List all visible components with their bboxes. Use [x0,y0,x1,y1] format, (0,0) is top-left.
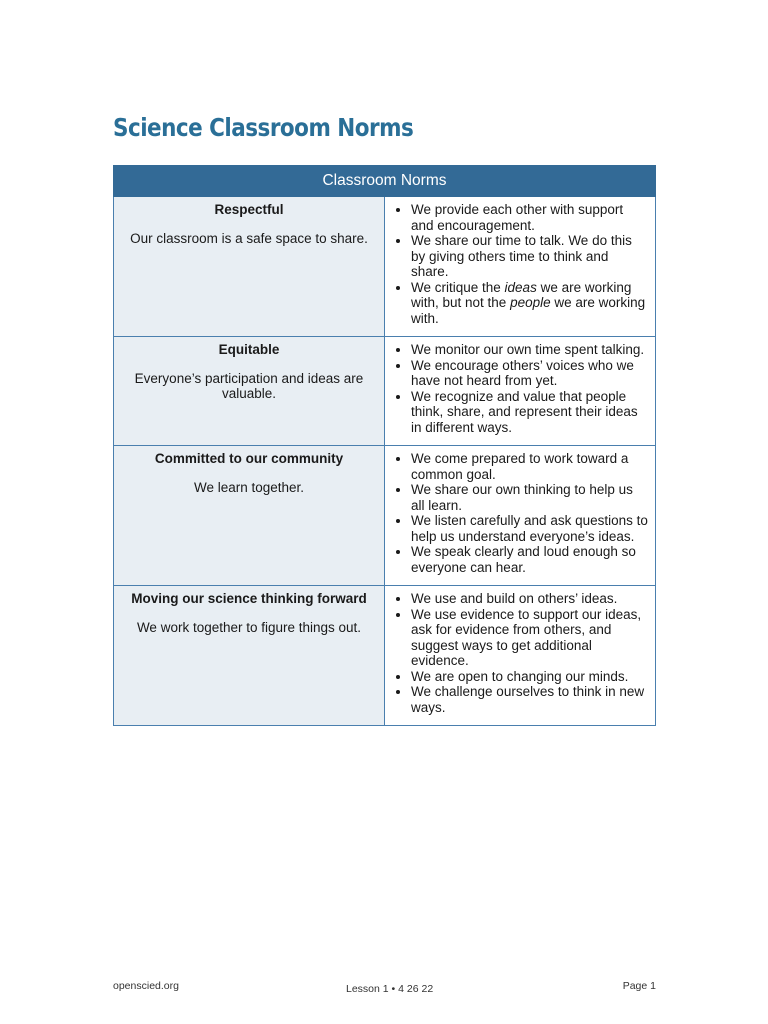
item-text: We come prepared to work toward a common goal. [411,451,629,482]
item-text: We provide each other with support and encouragement. [411,202,624,233]
emphasized-text: people [510,295,551,310]
footer-page-number: Page 1 [622,980,656,992]
norm-items-list [391,342,649,435]
list-item [411,669,649,685]
item-text: We use evidence to support our ideas, ask for evidence from others, and suggest ways to get additional evidence. [411,606,642,668]
item-text: we are working with. [411,295,646,326]
table-row [114,337,656,446]
list-item [411,544,649,575]
item-text: We encourage others’ voices who we have not heard from yet. [411,357,634,388]
list-item [411,513,649,544]
table-header-row [114,166,656,197]
norm-label-cell [114,337,385,446]
item-text: we are working with, but not the [411,279,632,310]
list-item [411,389,649,436]
norm-label-cell [114,197,385,337]
item-text: We challenge ourselves to think in new ways. [411,684,645,715]
norm-name: Equitable [218,342,280,357]
norm-items-list [391,591,649,715]
norm-name: Moving our science thinking forward [131,591,367,606]
table-body [114,197,656,726]
table-row [114,586,656,726]
norm-description: We work together to figure things out. [136,619,362,635]
list-item [411,451,649,482]
list-item [411,607,649,669]
list-item [411,591,649,607]
item-text: We use and build on others’ ideas. [411,591,618,606]
norm-description: Everyone’s participation and ideas are valuable. [134,370,364,401]
item-text: We recognize and value that people think, share, and represent their ideas in different ways. [411,388,638,435]
norm-description: We learn together. [193,479,305,495]
table-row [114,197,656,337]
list-item [411,280,649,327]
item-text: We critique the [411,279,505,295]
list-item [411,358,649,389]
norm-name: Respectful [214,202,284,217]
norm-name: Committed to our community [154,451,344,466]
classroom-norms-table [113,165,656,726]
norm-items-list [391,451,649,575]
footer-lesson-info: Lesson 1 • 4 26 22 [346,983,434,995]
item-text: We speak clearly and loud enough so everyone can hear. [411,544,636,575]
page-title: Science Classroom Norms [113,113,414,142]
table-header: Classroom Norms [114,166,656,197]
list-item [411,342,649,358]
footer-website: openscied.org [113,980,179,992]
list-item [411,233,649,280]
norm-label-cell [114,446,385,586]
table-row [114,446,656,586]
norm-items-cell [385,446,656,586]
list-item [411,684,649,715]
norm-label-cell [114,586,385,726]
item-text: We share our time to talk. We do this by giving others time to think and share. [411,233,632,279]
list-item [411,202,649,233]
item-text: We monitor our own time spent talking. [411,342,645,357]
norm-items-cell [385,197,656,337]
norm-description: Our classroom is a safe space to share. [130,230,368,246]
item-text: We listen carefully and ask questions to help us understand everyone’s ideas. [411,513,648,544]
item-text: We share our own thinking to help us all learn. [411,482,633,513]
emphasized-text: ideas [504,279,537,295]
list-item [411,482,649,513]
norm-items-list [391,202,649,326]
norm-items-cell [385,337,656,446]
item-text: We are open to changing our minds. [411,668,629,684]
norm-items-cell [385,586,656,726]
